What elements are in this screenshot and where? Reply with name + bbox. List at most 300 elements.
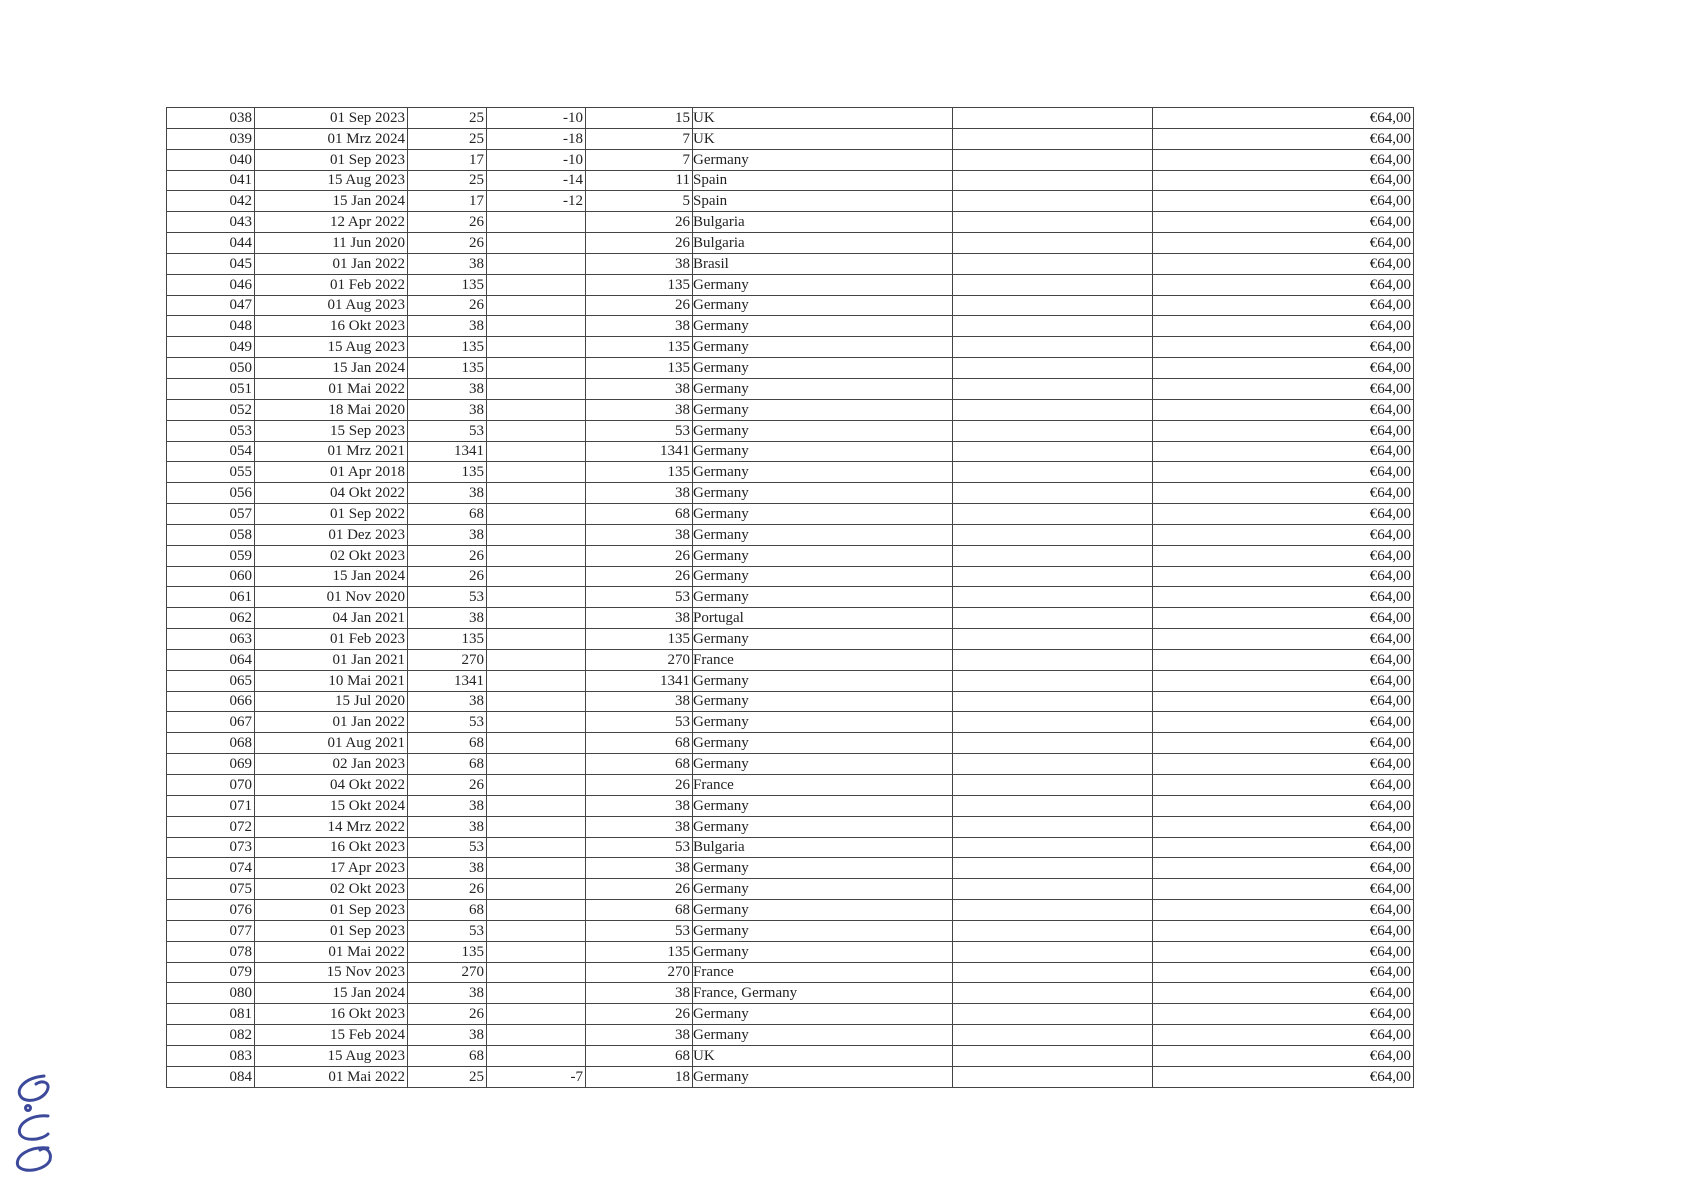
adjustment-cell [487,941,586,962]
date-cell: 10 Mai 2021 [255,670,408,691]
adjustment-cell [487,378,586,399]
country-cell: UK [693,108,953,129]
adjustment-cell [487,253,586,274]
country-cell: Germany [693,920,953,941]
total-cell: 135 [408,274,487,295]
empty-cell [953,712,1153,733]
net-cell: 38 [586,524,693,545]
empty-cell [953,462,1153,483]
row-number: 069 [167,754,255,775]
net-cell: 135 [586,629,693,650]
row-number: 083 [167,1045,255,1066]
adjustment-cell [487,587,586,608]
empty-cell [953,441,1153,462]
date-cell: 15 Aug 2023 [255,1045,408,1066]
price-cell: €64,00 [1153,128,1414,149]
table-row [167,691,1414,712]
net-cell: 270 [586,649,693,670]
net-cell: 38 [586,608,693,629]
total-cell: 270 [408,962,487,983]
table-row [167,879,1414,900]
row-number: 060 [167,566,255,587]
empty-cell [953,587,1153,608]
net-cell: 38 [586,253,693,274]
date-cell: 01 Jan 2022 [255,712,408,733]
adjustment-cell [487,608,586,629]
date-cell: 01 Mai 2022 [255,941,408,962]
empty-cell [953,691,1153,712]
empty-cell [953,504,1153,525]
country-cell: Germany [693,858,953,879]
date-cell: 01 Jan 2022 [255,253,408,274]
adjustment-cell [487,420,586,441]
net-cell: 26 [586,1004,693,1025]
country-cell: Germany [693,274,953,295]
net-cell: 68 [586,754,693,775]
total-cell: 17 [408,149,487,170]
table-row [167,754,1414,775]
country-cell: Germany [693,545,953,566]
row-number: 056 [167,483,255,504]
date-cell: 01 Sep 2022 [255,504,408,525]
table-row [167,504,1414,525]
adjustment-cell [487,358,586,379]
date-cell: 16 Okt 2023 [255,1004,408,1025]
empty-cell [953,816,1153,837]
total-cell: 53 [408,587,487,608]
table-row [167,420,1414,441]
country-cell: Germany [693,420,953,441]
total-cell: 1341 [408,441,487,462]
empty-cell [953,191,1153,212]
country-cell: Germany [693,712,953,733]
table-row [167,295,1414,316]
date-cell: 01 Sep 2023 [255,149,408,170]
net-cell: 1341 [586,441,693,462]
table-row [167,483,1414,504]
date-cell: 04 Okt 2022 [255,775,408,796]
country-cell: Germany [693,566,953,587]
row-number: 044 [167,233,255,254]
empty-cell [953,1025,1153,1046]
adjustment-cell: -7 [487,1066,586,1087]
row-number: 049 [167,337,255,358]
total-cell: 26 [408,295,487,316]
price-cell: €64,00 [1153,629,1414,650]
adjustment-cell [487,441,586,462]
row-number: 066 [167,691,255,712]
row-number: 065 [167,670,255,691]
row-number: 075 [167,879,255,900]
price-cell: €64,00 [1153,504,1414,525]
empty-cell [953,629,1153,650]
total-cell: 68 [408,754,487,775]
table-row [167,962,1414,983]
price-cell: €64,00 [1153,566,1414,587]
table-row [167,1066,1414,1087]
adjustment-cell [487,462,586,483]
date-cell: 17 Apr 2023 [255,858,408,879]
net-cell: 26 [586,295,693,316]
empty-cell [953,1045,1153,1066]
price-cell: €64,00 [1153,108,1414,129]
table-row [167,629,1414,650]
date-cell: 15 Sep 2023 [255,420,408,441]
net-cell: 38 [586,691,693,712]
adjustment-cell [487,900,586,921]
country-cell: Germany [693,941,953,962]
row-number: 078 [167,941,255,962]
row-number: 041 [167,170,255,191]
empty-cell [953,920,1153,941]
adjustment-cell [487,524,586,545]
table-row [167,1004,1414,1025]
empty-cell [953,399,1153,420]
total-cell: 26 [408,212,487,233]
net-cell: 26 [586,545,693,566]
price-cell: €64,00 [1153,733,1414,754]
price-cell: €64,00 [1153,920,1414,941]
total-cell: 270 [408,649,487,670]
row-number: 038 [167,108,255,129]
table-row [167,795,1414,816]
table-row [167,837,1414,858]
net-cell: 7 [586,128,693,149]
adjustment-cell [487,1025,586,1046]
row-number: 072 [167,816,255,837]
date-cell: 01 Aug 2021 [255,733,408,754]
empty-cell [953,483,1153,504]
price-cell: €64,00 [1153,253,1414,274]
row-number: 081 [167,1004,255,1025]
total-cell: 25 [408,128,487,149]
total-cell: 53 [408,920,487,941]
price-cell: €64,00 [1153,858,1414,879]
adjustment-cell [487,691,586,712]
total-cell: 26 [408,775,487,796]
total-cell: 53 [408,837,487,858]
handwritten-signature [2,1068,62,1178]
empty-cell [953,983,1153,1004]
row-number: 053 [167,420,255,441]
total-cell: 38 [408,399,487,420]
empty-cell [953,879,1153,900]
total-cell: 26 [408,233,487,254]
net-cell: 135 [586,274,693,295]
price-cell: €64,00 [1153,941,1414,962]
adjustment-cell [487,733,586,754]
price-cell: €64,00 [1153,420,1414,441]
row-number: 054 [167,441,255,462]
net-cell: 26 [586,879,693,900]
adjustment-cell [487,837,586,858]
row-number: 059 [167,545,255,566]
total-cell: 38 [408,691,487,712]
table-row [167,149,1414,170]
adjustment-cell [487,1045,586,1066]
table-row [167,1045,1414,1066]
date-cell: 01 Jan 2021 [255,649,408,670]
country-cell: Germany [693,816,953,837]
date-cell: 01 Mai 2022 [255,1066,408,1087]
table-row [167,253,1414,274]
price-cell: €64,00 [1153,316,1414,337]
date-cell: 15 Feb 2024 [255,1025,408,1046]
table-row [167,545,1414,566]
table-row [167,399,1414,420]
country-cell: France [693,775,953,796]
total-cell: 25 [408,1066,487,1087]
adjustment-cell [487,212,586,233]
net-cell: 38 [586,316,693,337]
table-row [167,775,1414,796]
total-cell: 38 [408,983,487,1004]
table-row [167,858,1414,879]
empty-cell [953,733,1153,754]
price-cell: €64,00 [1153,608,1414,629]
date-cell: 01 Sep 2023 [255,108,408,129]
price-cell: €64,00 [1153,462,1414,483]
country-cell: Germany [693,378,953,399]
empty-cell [953,212,1153,233]
row-number: 039 [167,128,255,149]
net-cell: 53 [586,420,693,441]
table-row [167,1025,1414,1046]
table-row [167,587,1414,608]
empty-cell [953,608,1153,629]
total-cell: 25 [408,108,487,129]
date-cell: 14 Mrz 2022 [255,816,408,837]
empty-cell [953,837,1153,858]
table-row [167,733,1414,754]
empty-cell [953,358,1153,379]
country-cell: Germany [693,524,953,545]
price-cell: €64,00 [1153,712,1414,733]
country-cell: Brasil [693,253,953,274]
date-cell: 04 Jan 2021 [255,608,408,629]
net-cell: 1341 [586,670,693,691]
country-cell: Germany [693,795,953,816]
row-number: 070 [167,775,255,796]
empty-cell [953,795,1153,816]
country-cell: Germany [693,504,953,525]
net-cell: 68 [586,1045,693,1066]
adjustment-cell [487,399,586,420]
row-number: 063 [167,629,255,650]
adjustment-cell [487,629,586,650]
row-number: 058 [167,524,255,545]
net-cell: 38 [586,399,693,420]
price-cell: €64,00 [1153,274,1414,295]
empty-cell [953,233,1153,254]
table-row [167,212,1414,233]
country-cell: UK [693,1045,953,1066]
table-row [167,920,1414,941]
table-row [167,128,1414,149]
empty-cell [953,337,1153,358]
price-cell: €64,00 [1153,191,1414,212]
net-cell: 5 [586,191,693,212]
date-cell: 15 Aug 2023 [255,337,408,358]
date-cell: 01 Mrz 2024 [255,128,408,149]
empty-cell [953,775,1153,796]
date-cell: 01 Feb 2022 [255,274,408,295]
net-cell: 38 [586,483,693,504]
row-number: 084 [167,1066,255,1087]
row-number: 046 [167,274,255,295]
date-cell: 02 Jan 2023 [255,754,408,775]
total-cell: 135 [408,337,487,358]
adjustment-cell [487,483,586,504]
total-cell: 135 [408,941,487,962]
net-cell: 38 [586,858,693,879]
net-cell: 38 [586,378,693,399]
adjustment-cell: -10 [487,108,586,129]
net-cell: 53 [586,920,693,941]
net-cell: 15 [586,108,693,129]
empty-cell [953,900,1153,921]
table-row [167,900,1414,921]
table-row [167,524,1414,545]
country-cell: Bulgaria [693,233,953,254]
net-cell: 135 [586,337,693,358]
total-cell: 25 [408,170,487,191]
price-cell: €64,00 [1153,378,1414,399]
net-cell: 26 [586,233,693,254]
price-cell: €64,00 [1153,170,1414,191]
net-cell: 26 [586,566,693,587]
country-cell: Germany [693,733,953,754]
net-cell: 38 [586,983,693,1004]
empty-cell [953,524,1153,545]
total-cell: 135 [408,462,487,483]
country-cell: Bulgaria [693,212,953,233]
price-cell: €64,00 [1153,816,1414,837]
price-cell: €64,00 [1153,399,1414,420]
table-body [167,108,1414,1088]
table-row [167,462,1414,483]
table-row [167,670,1414,691]
adjustment-cell [487,233,586,254]
price-cell: €64,00 [1153,691,1414,712]
adjustment-cell [487,1004,586,1025]
country-cell: France [693,649,953,670]
empty-cell [953,253,1153,274]
row-number: 042 [167,191,255,212]
date-cell: 12 Apr 2022 [255,212,408,233]
net-cell: 135 [586,941,693,962]
total-cell: 38 [408,608,487,629]
table-row [167,566,1414,587]
row-number: 074 [167,858,255,879]
country-cell: Germany [693,879,953,900]
row-number: 079 [167,962,255,983]
price-cell: €64,00 [1153,1045,1414,1066]
adjustment-cell [487,712,586,733]
table-row [167,378,1414,399]
country-cell: Germany [693,358,953,379]
adjustment-cell [487,858,586,879]
net-cell: 53 [586,587,693,608]
total-cell: 68 [408,733,487,754]
price-cell: €64,00 [1153,524,1414,545]
total-cell: 38 [408,316,487,337]
empty-cell [953,962,1153,983]
price-cell: €64,00 [1153,900,1414,921]
empty-cell [953,295,1153,316]
empty-cell [953,858,1153,879]
empty-cell [953,566,1153,587]
date-cell: 15 Jan 2024 [255,358,408,379]
empty-cell [953,754,1153,775]
country-cell: Germany [693,295,953,316]
country-cell: France [693,962,953,983]
date-cell: 16 Okt 2023 [255,316,408,337]
net-cell: 53 [586,837,693,858]
total-cell: 38 [408,253,487,274]
row-number: 045 [167,253,255,274]
license-table [166,107,1414,1088]
row-number: 062 [167,608,255,629]
empty-cell [953,545,1153,566]
date-cell: 15 Nov 2023 [255,962,408,983]
row-number: 057 [167,504,255,525]
row-number: 050 [167,358,255,379]
net-cell: 135 [586,358,693,379]
date-cell: 01 Aug 2023 [255,295,408,316]
adjustment-cell [487,670,586,691]
adjustment-cell [487,295,586,316]
total-cell: 38 [408,1025,487,1046]
table-row [167,274,1414,295]
price-cell: €64,00 [1153,337,1414,358]
price-cell: €64,00 [1153,233,1414,254]
empty-cell [953,378,1153,399]
row-number: 052 [167,399,255,420]
net-cell: 270 [586,962,693,983]
price-cell: €64,00 [1153,358,1414,379]
net-cell: 53 [586,712,693,733]
total-cell: 53 [408,712,487,733]
country-cell: Germany [693,629,953,650]
total-cell: 53 [408,420,487,441]
row-number: 071 [167,795,255,816]
price-cell: €64,00 [1153,295,1414,316]
adjustment-cell [487,816,586,837]
adjustment-cell [487,983,586,1004]
country-cell: Portugal [693,608,953,629]
table-row [167,108,1414,129]
price-cell: €64,00 [1153,1066,1414,1087]
country-cell: Germany [693,483,953,504]
date-cell: 01 Mai 2022 [255,378,408,399]
country-cell: Germany [693,316,953,337]
total-cell: 38 [408,524,487,545]
table-row [167,316,1414,337]
net-cell: 135 [586,462,693,483]
table-row [167,649,1414,670]
row-number: 055 [167,462,255,483]
row-number: 082 [167,1025,255,1046]
row-number: 077 [167,920,255,941]
row-number: 051 [167,378,255,399]
row-number: 048 [167,316,255,337]
total-cell: 26 [408,1004,487,1025]
total-cell: 38 [408,816,487,837]
date-cell: 01 Sep 2023 [255,900,408,921]
date-cell: 15 Jan 2024 [255,566,408,587]
adjustment-cell: -12 [487,191,586,212]
